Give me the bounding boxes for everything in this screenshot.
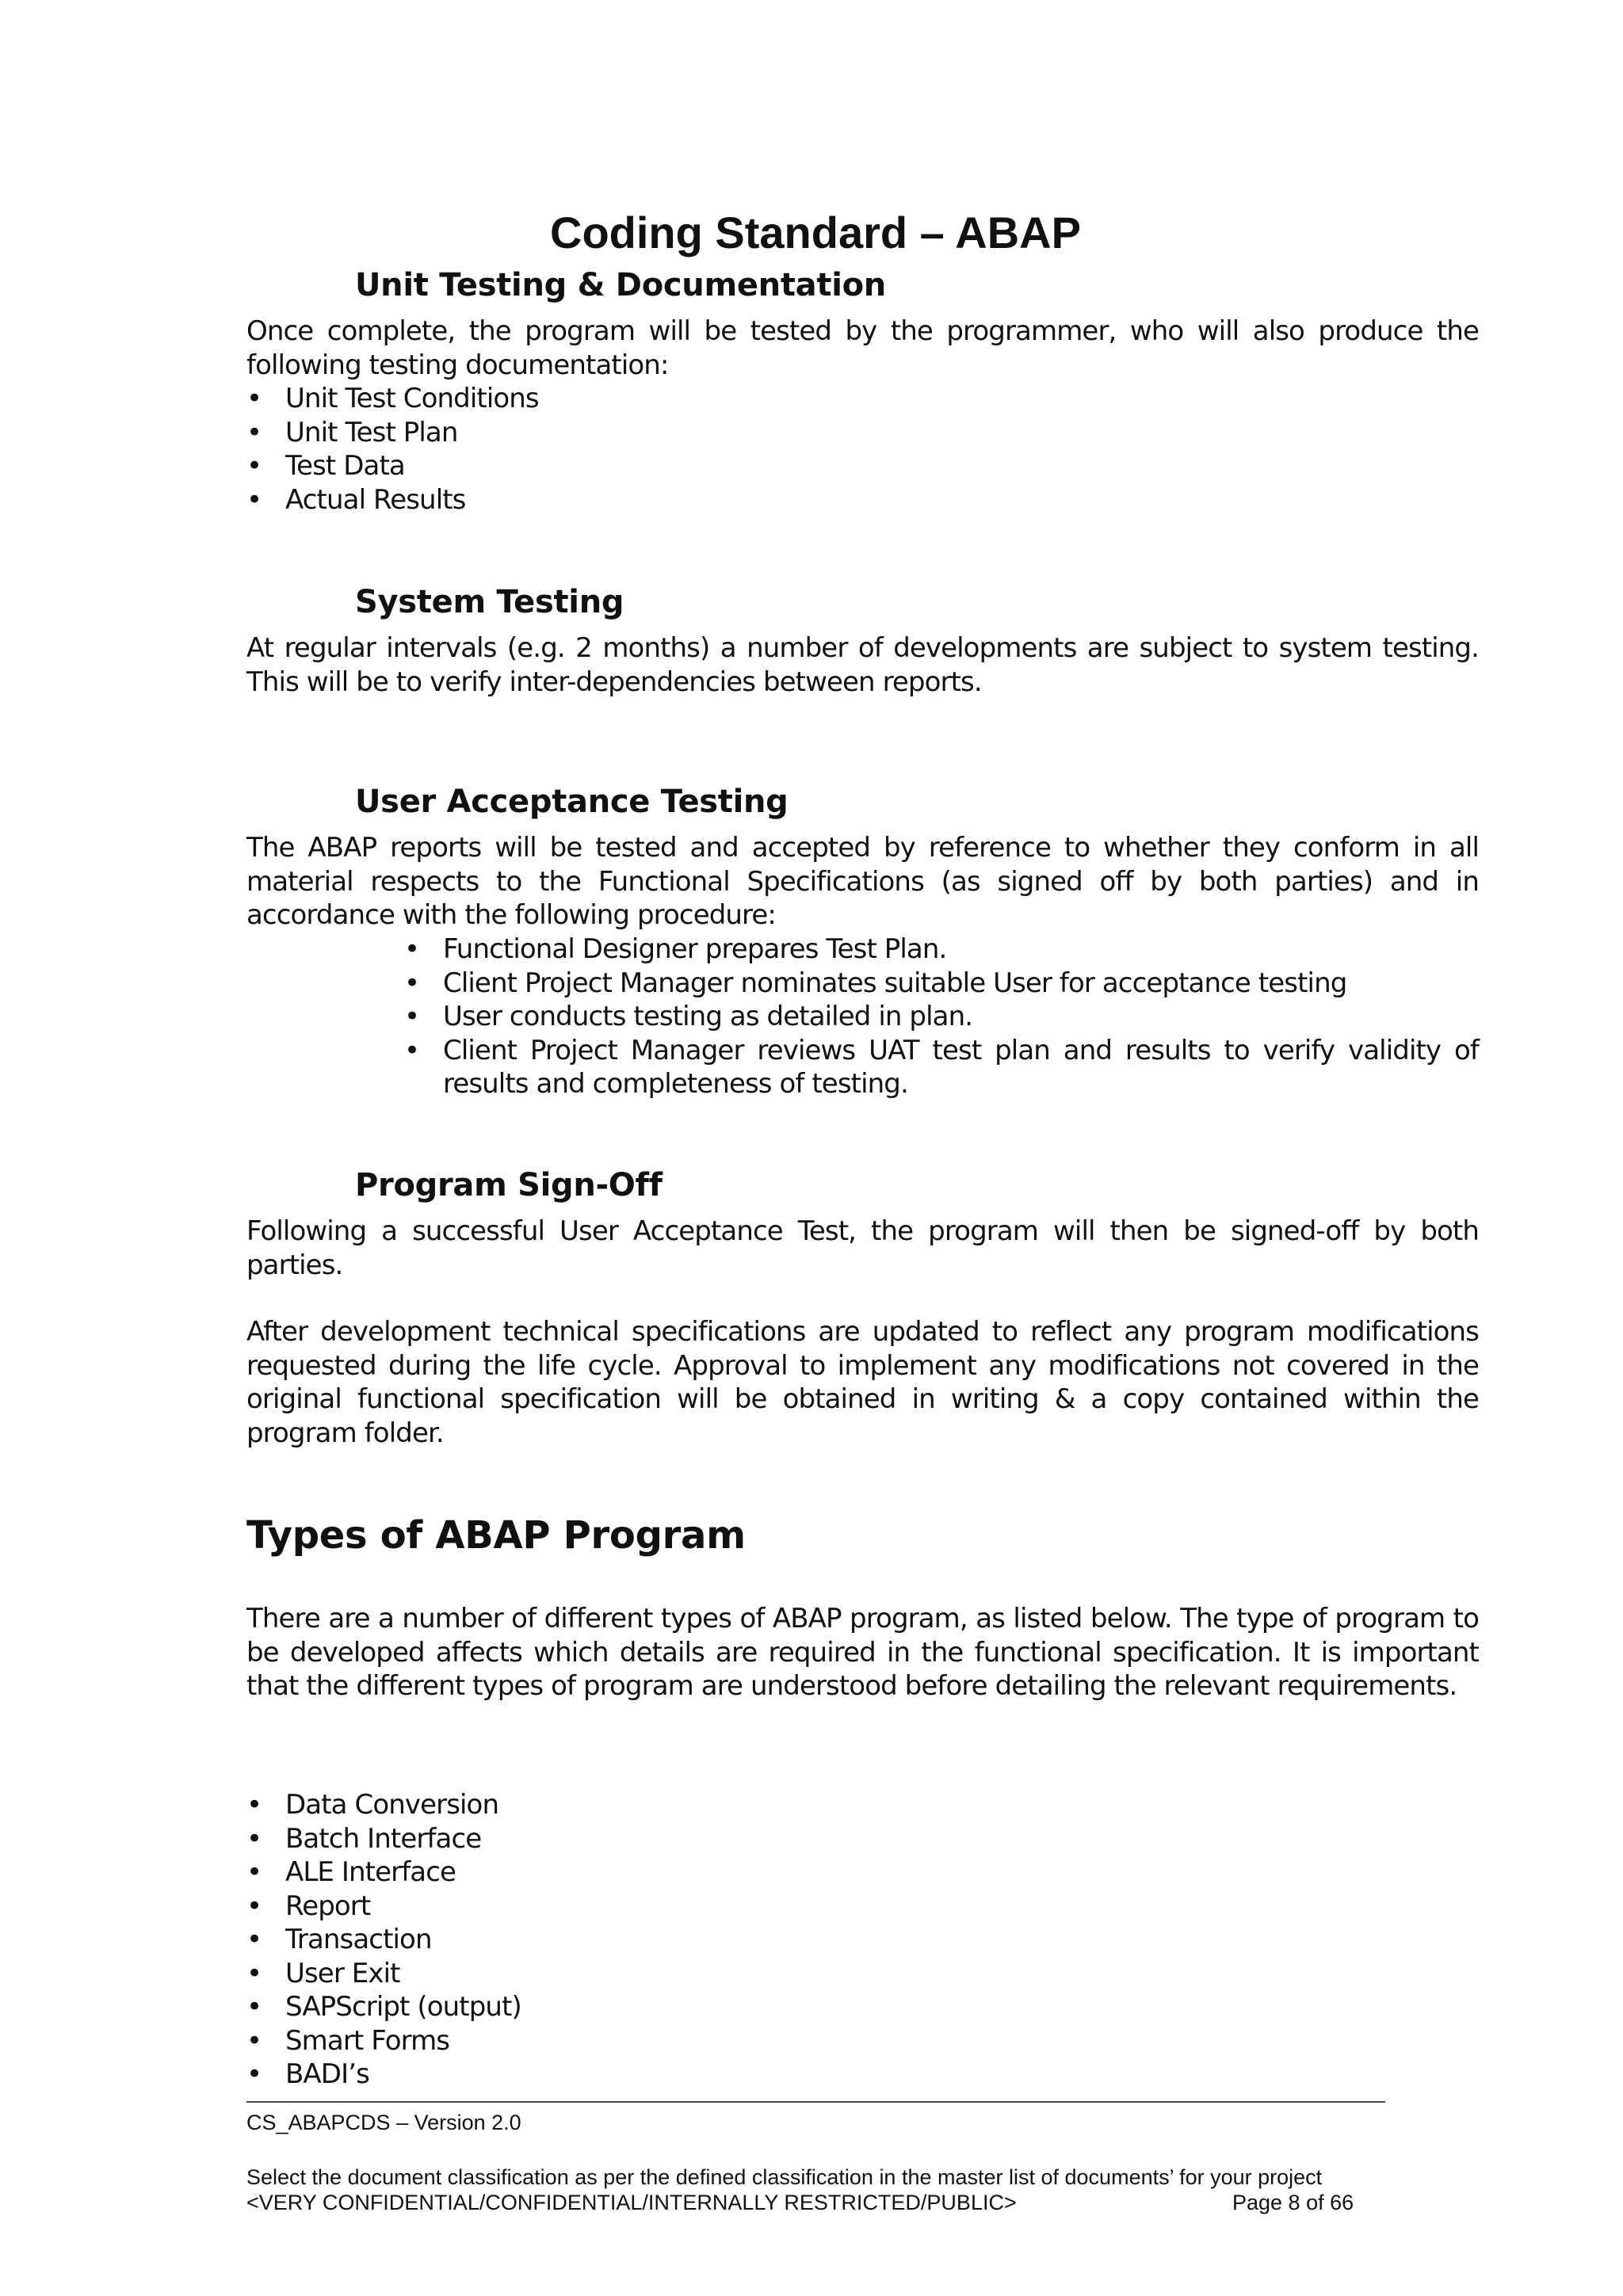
- list-item: • Data Conversion: [246, 1788, 521, 1822]
- list-item: • Actual Results: [246, 483, 539, 517]
- list-item: • Report: [246, 1890, 521, 1924]
- list-item: • Unit Test Plan: [246, 416, 539, 450]
- footer-page-number: Page 8 of 66: [1232, 2191, 1354, 2214]
- types-intro: There are a number of different types of ABAP program, as listed below. The type of program to be developed affects which details are required in the functional specification. It is important that the different types of program are understood before detailing the relevant requirements.: [246, 1603, 1479, 1702]
- uat-procedure-list: [404, 933, 1479, 1101]
- list-item: • Smart Forms: [246, 2024, 521, 2058]
- uat-heading: User Acceptance Testing: [355, 784, 789, 820]
- list-item: • Client Project Manager reviews UAT test plan and results to verify validity of results and completeness of testing.: [404, 1034, 1479, 1101]
- system-testing-body: At regular intervals (e.g. 2 months) a number of developments are subject to system testing. This will be to verify inter-dependencies between reports.: [246, 632, 1479, 698]
- list-item: • User Exit: [246, 1957, 521, 1991]
- list-item: • User conducts testing as detailed in plan.: [404, 1000, 1479, 1034]
- unit-testing-heading: Unit Testing & Documentation: [355, 267, 886, 303]
- footer-doc-id: CS_ABAPCDS – Version 2.0: [246, 2111, 521, 2134]
- footer-divider: [246, 2101, 1385, 2103]
- system-testing-heading: System Testing: [355, 584, 624, 620]
- types-heading: Types of ABAP Program: [246, 1513, 746, 1558]
- list-item: • Client Project Manager nominates suitable User for acceptance testing: [404, 967, 1479, 1001]
- list-item: • Test Data: [246, 449, 539, 483]
- list-item: • ALE Interface: [246, 1855, 521, 1890]
- list-item: • Functional Designer prepares Test Plan.: [404, 933, 1479, 967]
- signoff-heading: Program Sign-Off: [355, 1167, 663, 1203]
- unit-testing-intro: Once complete, the program will be tested by the programmer, who will also produce the following testing documentation:: [246, 315, 1479, 381]
- uat-intro: The ABAP reports will be tested and accepted by reference to whether they conform in all material respects to the Functional Specifications (as signed off by both parties) and in accordance with the following procedure:: [246, 832, 1479, 931]
- document-title: Coding Standard – ABAP: [550, 208, 1081, 257]
- list-item: • SAPScript (output): [246, 1990, 521, 2024]
- signoff-para-1: Following a successful User Acceptance Test, the program will then be signed-off by both parties.: [246, 1215, 1479, 1281]
- list-item: • Unit Test Conditions: [246, 382, 539, 416]
- list-item: • Batch Interface: [246, 1822, 521, 1856]
- list-item: • Transaction: [246, 1923, 521, 1957]
- program-types-list: [246, 1788, 521, 2092]
- footer-classification-values: <VERY CONFIDENTIAL/CONFIDENTIAL/INTERNALLY RESTRICTED/PUBLIC>: [246, 2191, 1017, 2214]
- list-item: • BADI’s: [246, 2058, 521, 2092]
- unit-testing-list: [246, 382, 539, 517]
- signoff-para-2: After development technical specifications are updated to reflect any program modifications requested during the life cycle. Approval to implement any modifications not covered in the original functional specification will be obtained in writing & a copy contained within the program folder.: [246, 1316, 1479, 1449]
- footer-classification-note: Select the document classification as per the defined classification in the master list of documents’ for your project: [246, 2165, 1323, 2189]
